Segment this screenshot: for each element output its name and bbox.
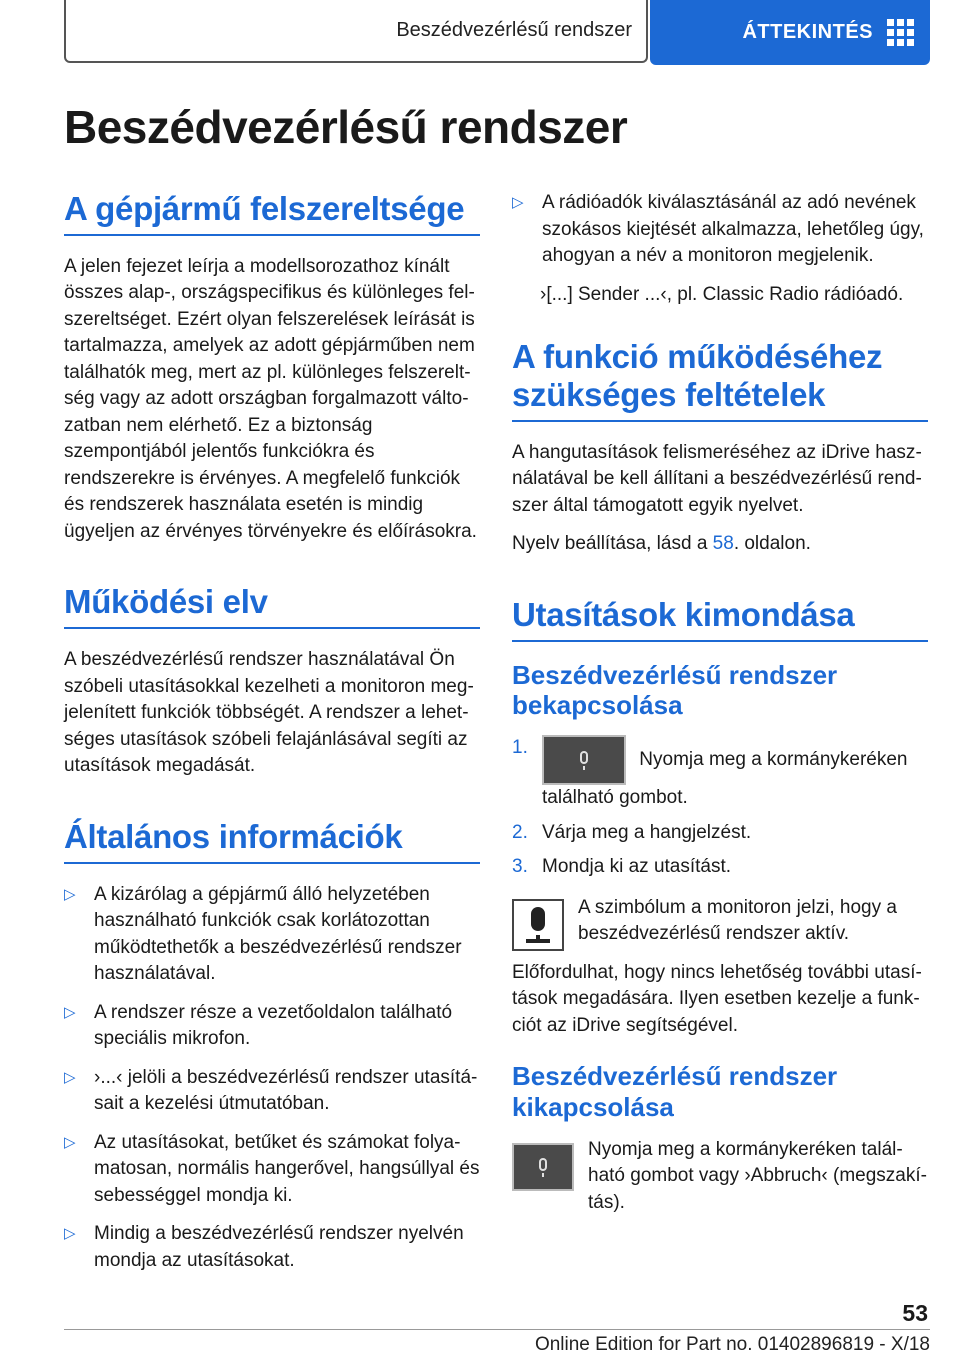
microphone-icon <box>539 1158 547 1171</box>
section-equipment <box>64 190 480 545</box>
list-item: ▷ A rendszer része a vezetőoldalon található speciális mikrofon. <box>64 1000 480 1053</box>
section-principle <box>64 583 480 779</box>
grid-menu-icon <box>887 19 914 46</box>
paragraph-language-ref: Nyelv beállítása, lásd a 58. oldalon. <box>512 533 811 555</box>
radio-tip-list <box>512 190 928 270</box>
section-heading-prerequisites: A funkció működéséhez szükséges feltételek <box>512 338 928 422</box>
step-item: 3. Mondja ki az utasítást. <box>512 856 732 878</box>
section-prerequisites <box>512 338 928 558</box>
footer-edition: Online Edition for Part no. 01402896819 - X/18 <box>534 1334 930 1355</box>
list-item: ▷ ›...‹ jelöli a beszédvezérlésű rendszer utasításait a kezelési útmutatóban. <box>64 1065 480 1118</box>
step-item: 1. Nyomja meg a kormánykeréken található gombot. <box>512 737 908 809</box>
page-number: 53 <box>902 1300 928 1326</box>
step-item: 2. Várja meg a hangjelzést. <box>512 821 752 843</box>
activation-steps <box>512 735 928 881</box>
section-heading-principle: Működési elv <box>64 583 480 629</box>
microphone-icon <box>580 751 588 764</box>
mic-symbol-note: A szimbólum a monitoron jelzi, hogy a beszédvezérlésű rendszer aktív. <box>512 895 928 960</box>
example-command: ›[...] Sender ...‹, pl. Classic Radio rádióadó. <box>540 283 904 305</box>
header-chapter-tab[interactable] <box>650 0 930 65</box>
paragraph-prerequisites: A hangutasítások felismeréséhez az iDrive használatával be kell állítani a beszédvezérlésű rendszer által támogatott egyik nyelvet. <box>512 441 922 516</box>
subheading-deactivate: Beszédvezérlésű rendszer kikapcsolása <box>512 1061 838 1122</box>
page-reference-link[interactable]: 58 <box>712 533 734 555</box>
microphone-symbol-icon <box>512 899 564 951</box>
section-heading-general-info: Általános információk <box>64 818 480 864</box>
header-chapter-label: ÁTTEKINTÉS <box>742 21 873 43</box>
paragraph-equipment: A jelen fejezet leírja a modellsorozathoz kínált összes alap-, országspecifikus és különleges felszereltséget. Ezért olyan felszerelések leírását is tartalmazza, amelyek az adott gépjárműben nem találhatók meg, mert az pl. különleges felszereltség vagy az adott országban forgalmazott változatban nem elérhető. Ez a biztonság szempontjából jelentős funkciókra és rendszerekre is érvényes. A megfelelő funkciók és rendszerek használata esetén is mindig ügyeljen az érvényes törvényekre és előírásokra. <box>64 255 477 542</box>
left-column <box>64 190 480 1312</box>
list-item: ▷ A rádióadók kiválasztásánál az adó nevének szokásos kiejtését alkalmazza, lehetőleg úgy, ahogyan a név a monitoron megjelenik. <box>512 190 928 270</box>
page-title: Beszédvezérlésű rendszer <box>64 101 628 153</box>
voice-button-image <box>542 735 626 785</box>
list-item: ▷ Mindig a beszédvezérlésű rendszer nyelvén mondja az utasításokat. <box>64 1221 480 1274</box>
header-section-title-box <box>64 0 648 63</box>
section-general-info <box>64 818 480 1274</box>
deactivate-note: Nyomja meg a kormánykeréken található gombot vagy ›Abbruch‹ (megszakítás). <box>512 1137 928 1229</box>
header-section-title: Beszédvezérlésű rendszer <box>396 19 632 41</box>
general-info-list <box>64 882 480 1275</box>
footer-divider <box>64 1329 930 1330</box>
section-commands <box>512 596 928 1228</box>
paragraph-activate-note: Előfordulhat, hogy nincs lehetőség további utasítások megadására. Ilyen esetben kezelje a funkciót az iDrive segítségével. <box>512 961 922 1036</box>
list-item: ▷ A kizárólag a gépjármű álló helyzetében használható funkciók csak korlátozottan működtethetők a beszédvezérlésű rendszer használatával. <box>64 882 480 988</box>
voice-button-image <box>512 1143 574 1191</box>
list-item: ▷ Az utasításokat, betűket és számokat folyamatosan, normális hangerővel, hangsúllyal és sebességgel mondja ki. <box>64 1130 480 1210</box>
section-heading-equipment: A gépjármű felszereltsége <box>64 190 480 236</box>
section-heading-commands: Utasítások kimondása <box>512 596 928 642</box>
subheading-activate: Beszédvezérlésű rendszer bekapcsolása <box>512 659 838 721</box>
right-column <box>512 190 928 1228</box>
paragraph-principle: A beszédvezérlésű rendszer használatával Ön szóbeli utasításokkal kezelheti a monitoron megjelenített funkciók többségét. A rendszer a lehetséges utasítások szóbeli felajánlásával segíti az utasítások megadását. <box>64 649 474 777</box>
